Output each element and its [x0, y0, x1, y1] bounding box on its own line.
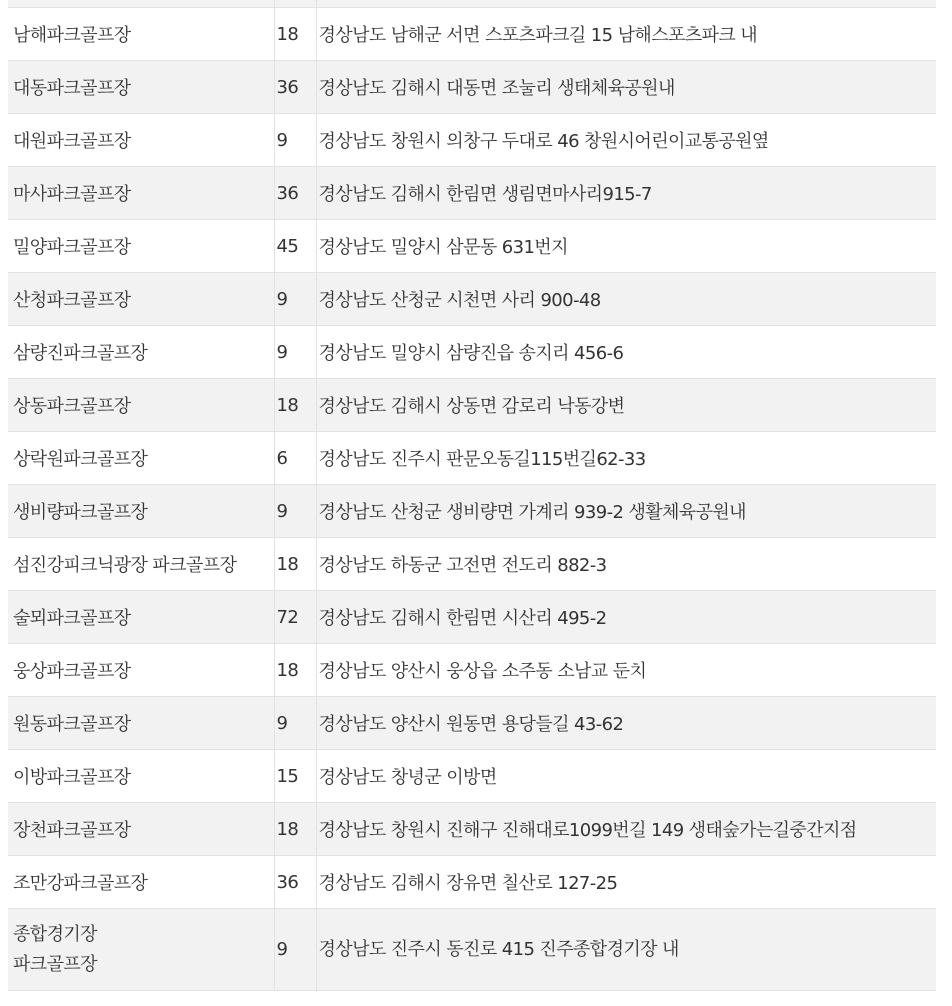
table-row [8, 273, 936, 326]
course-name-line: 파크골프장 [13, 953, 97, 975]
address-cell: 경상남도 하동군 고전면 전도리 882-3 [316, 538, 936, 591]
table-row [8, 697, 936, 750]
course-name-cell: 남해파크골프장 [8, 8, 274, 61]
address-cell: 경상남도 남해군 서면 스포츠파크길 15 남해스포츠파크 내 [316, 8, 936, 61]
course-name-cell: 섬진강피크닉광장 파크골프장 [8, 538, 274, 591]
address-cell: 경상남도 김해시 대동면 조눌리 생태체육공원내 [316, 61, 936, 114]
hole-count-cell: 6 [274, 432, 316, 485]
hole-count-cell: 15 [274, 750, 316, 803]
hole-count-cell: 9 [274, 485, 316, 538]
course-name-cell: 술뫼파크골프장 [8, 591, 274, 644]
address-cell: 경상남도 진주시 판문오동길115번길62-33 [316, 432, 936, 485]
address-cell: 경상남도 밀양시 삼량진읍 송지리 456-6 [316, 326, 936, 379]
address-cell: 경상남도 김해시 상동면 감로리 낙동강변 [316, 379, 936, 432]
hole-count-cell: 18 [274, 379, 316, 432]
address-cell: 경상남도 진주시 동진로 415 진주종합경기장 내 [316, 909, 936, 991]
address-cell: 경상남도 양산시 웅상읍 소주동 소남교 둔치 [316, 644, 936, 697]
table-row [8, 485, 936, 538]
course-name-cell: 마사파크골프장 [8, 167, 274, 220]
table-row [8, 61, 936, 114]
course-name-cell: 밀양파크골프장 [8, 220, 274, 273]
hole-count-cell: 9 [274, 326, 316, 379]
hole-count-cell: 9 [274, 909, 316, 991]
table-row [8, 750, 936, 803]
address-cell: 경상남도 산청군 생비량면 가계리 939-2 생활체육공원내 [316, 485, 936, 538]
address-cell: 경상남도 창원시 의창구 두대로 46 창원시어린이교통공원옆 [316, 114, 936, 167]
table-row [8, 538, 936, 591]
course-name-cell: 대원파크골프장 [8, 114, 274, 167]
course-name-cell [8, 909, 274, 991]
hole-count-cell: 9 [274, 273, 316, 326]
park-golf-table-container [8, 0, 936, 991]
table-row [8, 379, 936, 432]
address-cell: 경상남도 양산시 원동면 용당들길 43-62 [316, 697, 936, 750]
course-name-cell: 상락원파크골프장 [8, 432, 274, 485]
course-name-line: 종합경기장 [13, 923, 97, 945]
table-row-partial [8, 0, 936, 8]
hole-count-cell: 36 [274, 856, 316, 909]
course-name-cell: 이방파크골프장 [8, 750, 274, 803]
table-row [8, 8, 936, 61]
hole-count-cell: 18 [274, 803, 316, 856]
table-body [8, 0, 936, 991]
course-name-cell: 웅상파크골프장 [8, 644, 274, 697]
address-cell: 경상남도 김해시 장유면 칠산로 127-25 [316, 856, 936, 909]
table-row [8, 803, 936, 856]
address-cell: 경상남도 창원시 진해구 진해대로1099번길 149 생태숲가는길중간지점 [316, 803, 936, 856]
address-cell: 경상남도 김해시 한림면 시산리 495-2 [316, 591, 936, 644]
table-row [8, 644, 936, 697]
course-name-cell: 생비량파크골프장 [8, 485, 274, 538]
course-name-cell: 원동파크골프장 [8, 697, 274, 750]
course-name-cell: 삼량진파크골프장 [8, 326, 274, 379]
table-row [8, 856, 936, 909]
course-name-cell: 장천파크골프장 [8, 803, 274, 856]
hole-count-cell: 72 [274, 591, 316, 644]
address-cell: 경상남도 밀양시 삼문동 631번지 [316, 220, 936, 273]
table-row [8, 432, 936, 485]
course-name-cell: 상동파크골프장 [8, 379, 274, 432]
hole-count-cell: 36 [274, 167, 316, 220]
address-cell: 경상남도 산청군 시천면 사리 900-48 [316, 273, 936, 326]
table-row [8, 114, 936, 167]
hole-count-cell: 18 [274, 8, 316, 61]
table-row [8, 167, 936, 220]
address-cell: 경상남도 김해시 한림면 생림면마사리915-7 [316, 167, 936, 220]
table-row [8, 326, 936, 379]
park-golf-course-table [8, 0, 936, 991]
hole-count-cell: 36 [274, 61, 316, 114]
hole-count-cell: 9 [274, 114, 316, 167]
hole-count-cell: 45 [274, 220, 316, 273]
hole-count-cell: 18 [274, 538, 316, 591]
address-cell: 경상남도 창녕군 이방면 [316, 750, 936, 803]
table-row [8, 909, 936, 991]
course-name-cell: 조만강파크골프장 [8, 856, 274, 909]
course-name-cell: 대동파크골프장 [8, 61, 274, 114]
table-row [8, 220, 936, 273]
table-row [8, 591, 936, 644]
hole-count-cell: 18 [274, 644, 316, 697]
course-name-cell: 산청파크골프장 [8, 273, 274, 326]
hole-count-cell: 9 [274, 697, 316, 750]
